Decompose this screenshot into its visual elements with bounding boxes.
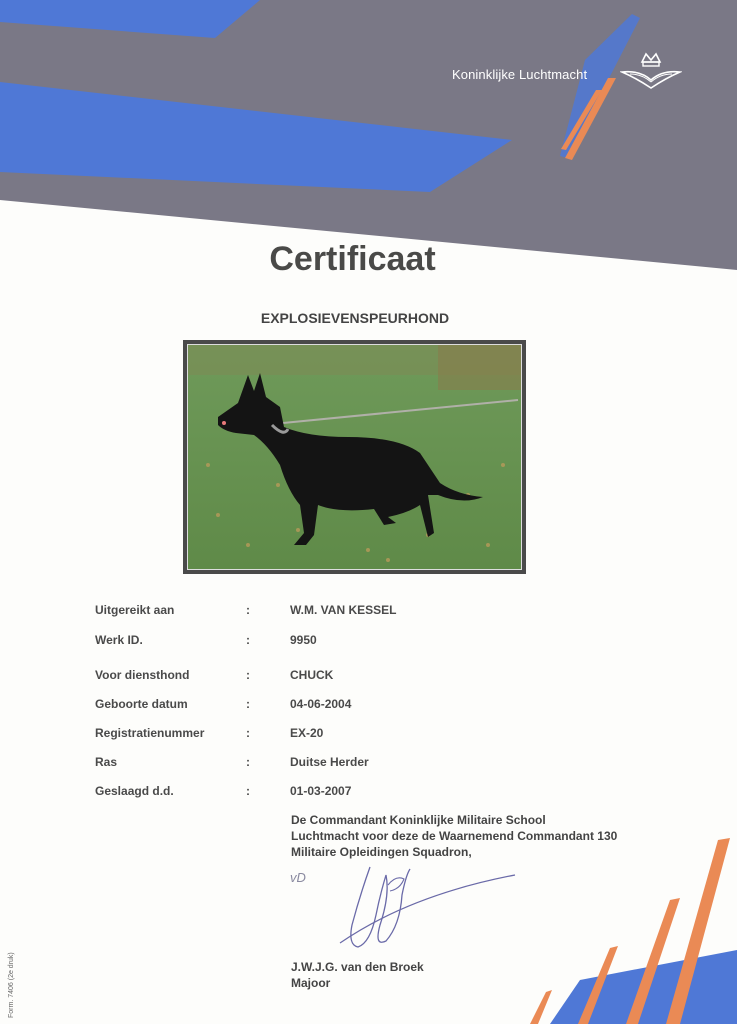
detail-label: Geboorte datum: [95, 697, 188, 711]
certificate-title: Certificaat: [269, 240, 436, 278]
detail-label: Voor diensthond: [95, 668, 190, 682]
detail-separator: :: [246, 726, 250, 740]
detail-label: Registratienummer: [95, 726, 205, 740]
detail-value: 04-06-2004: [290, 697, 352, 711]
dog-photo: [183, 340, 526, 574]
detail-value: 9950: [290, 633, 317, 647]
detail-value: CHUCK: [290, 668, 334, 682]
detail-value: Duitse Herder: [290, 755, 369, 769]
detail-separator: :: [246, 633, 250, 647]
signer-rank: Majoor: [291, 976, 331, 990]
detail-separator: :: [246, 603, 250, 617]
signer-name: J.W.J.G. van den Broek: [291, 960, 424, 974]
crown-wings-emblem-icon: [620, 52, 682, 92]
detail-separator: :: [246, 668, 250, 682]
detail-label: Geslaagd d.d.: [95, 784, 174, 798]
detail-label: Uitgereikt aan: [95, 603, 175, 617]
certificate-subtitle: EXPLOSIEVENSPEURHOND: [260, 310, 450, 326]
detail-label: Werk ID.: [95, 633, 143, 647]
closing-line: De Commandant Koninklijke Militaire School: [291, 813, 546, 827]
detail-label: Ras: [95, 755, 118, 769]
detail-value: EX-20: [290, 726, 324, 740]
detail-value: 01-03-2007: [290, 784, 352, 798]
footer-decoration: [520, 830, 737, 1024]
closing-line: Luchtmacht voor deze de Waarnemend Commandant 130: [291, 829, 618, 843]
form-code: Form. 7406 (2e druk): [8, 952, 15, 1018]
signature-initials: vD: [290, 870, 306, 885]
detail-separator: :: [246, 755, 250, 769]
closing-line: Militaire Opleidingen Squadron,: [291, 845, 472, 859]
dog-photo-image: [188, 345, 521, 569]
detail-separator: :: [246, 784, 250, 798]
organization-name: Koninklijke Luchtmacht: [452, 67, 588, 82]
detail-value: W.M. VAN KESSEL: [290, 603, 397, 617]
handwritten-signature: [330, 855, 530, 965]
signer-block: [291, 959, 424, 991]
detail-separator: :: [246, 697, 250, 711]
